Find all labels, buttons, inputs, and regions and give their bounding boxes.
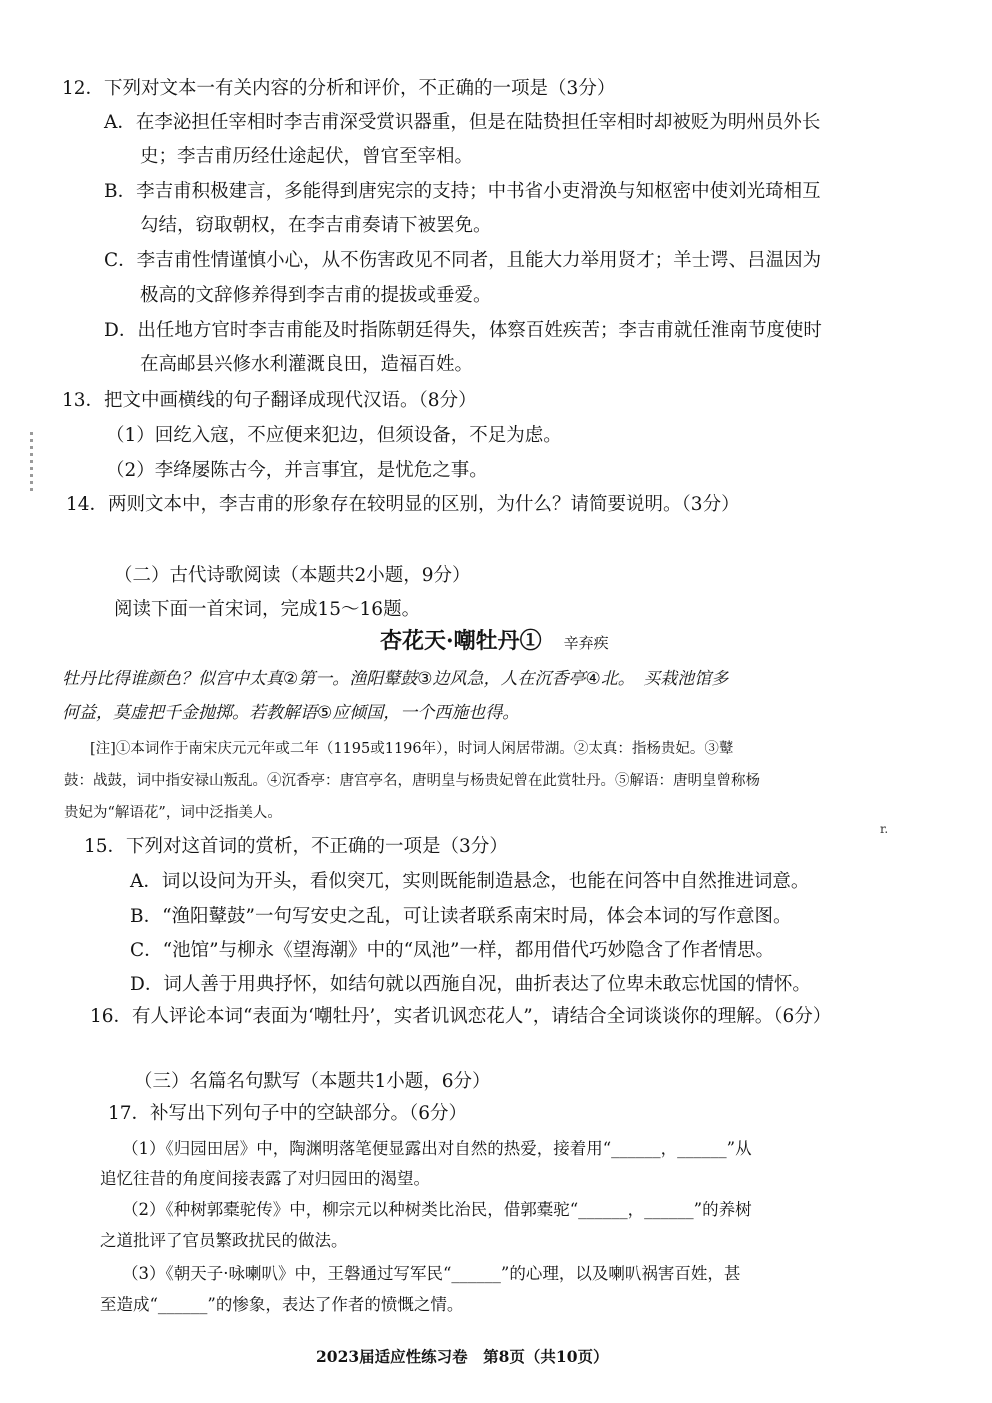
- poem-note-line-3: 贵妃为“解语花”，词中泛指美人。: [64, 805, 282, 821]
- q15-option-d: D．词人善于用典抒怀，如结句就以西施自况，曲折表达了位卑未敢忘忧国的情怀。: [130, 974, 811, 995]
- section2-heading: （二）古代诗歌阅读（本题共2小题，9分）: [114, 565, 471, 586]
- poem-title-row: [380, 628, 609, 656]
- q17-item-1-line2: 追忆往昔的角度间接表露了对归园田的渴望。: [100, 1169, 430, 1188]
- section2-instruction: 阅读下面一首宋词，完成15～16题。: [114, 599, 421, 620]
- q17-item-3-line2: 至造成“______”的惨象，表达了作者的愤慨之情。: [100, 1295, 464, 1314]
- q12-option-b-line2: 勾结，窃取朝权，在李吉甫奏请下被罢免。: [140, 215, 492, 236]
- q17-item-3-line1: （3）《朝天子·咏喇叭》中，王磐通过写军民“______”的心理，以及喇叭祸害百姓，甚: [122, 1264, 741, 1283]
- page-footer: 2023届适应性练习卷 第8页（共10页）: [316, 1347, 609, 1366]
- q12-option-c-line2: 极高的文辞修养得到李吉甫的提拔或垂爱。: [140, 285, 492, 306]
- poem-line-1: 牡丹比得谁颜色？似宫中太真②第一。渔阳鼙鼓③边风急，人在沉香亭④北。 买栽池馆多: [62, 669, 729, 689]
- scan-margin-dashes: [30, 432, 33, 492]
- scan-speck: r.: [880, 822, 889, 836]
- q15-stem: 15．下列对这首词的赏析，不正确的一项是（3分）: [84, 836, 508, 857]
- q12-stem: 12．下列对文本一有关内容的分析和评价，不正确的一项是（3分）: [62, 78, 616, 99]
- q12-option-a-line1: A．在李泌担任宰相时李吉甫深受赏识器重，但是在陆贽担任宰相时却被贬为明州员外长: [104, 112, 821, 133]
- q13-item-1: （1）回纥入寇，不应便来犯边，但须设备，不足为虑。: [106, 425, 562, 446]
- q13-item-2: （2）李绛屡陈古今，并言事宜，是忧危之事。: [106, 460, 488, 481]
- q12-option-c-line1: C．李吉甫性情谨慎小心，从不伤害政见不同者，且能大力举用贤才；羊士谔、吕温因为: [104, 250, 822, 271]
- q14-stem: 14．两则文本中，李吉甫的形象存在较明显的区别，为什么？请简要说明。（3分）: [66, 494, 740, 515]
- poem-line-2: 何益，莫虚把千金抛掷。若教解语⑤应倾国，一个西施也得。: [62, 703, 520, 723]
- q12-option-b-line1: B．李吉甫积极建言，多能得到唐宪宗的支持；中书省小吏滑涣与知枢密中使刘光琦相互: [104, 181, 821, 202]
- q17-stem: 17．补写出下列句子中的空缺部分。（6分）: [108, 1103, 468, 1124]
- q15-option-a: A．词以设问为开头，看似突兀，实则既能制造悬念，也能在问答中自然推进词意。: [130, 871, 810, 892]
- q12-option-a-line2: 史；李吉甫历经仕途起伏，曾官至宰相。: [140, 146, 474, 167]
- q17-item-2-line1: （2）《种树郭橐驼传》中，柳宗元以种树类比治民，借郭橐驼“______，______”的养树: [122, 1200, 752, 1219]
- q12-option-d-line2: 在高邮县兴修水利灌溉良田，造福百姓。: [140, 354, 474, 375]
- q15-option-c: C．“池馆”与柳永《望海潮》中的“凤池”一样，都用借代巧妙隐含了作者情思。: [130, 940, 774, 961]
- q16-stem: 16．有人评论本词“表面为‘嘲牡丹’，实者讥讽恋花人”，请结合全词谈谈你的理解。（6分）: [90, 1006, 832, 1027]
- q17-item-1-line1: （1）《归园田居》中，陶渊明落笔便显露出对自然的热爱，接着用“______，______”从: [122, 1139, 752, 1158]
- q17-item-2-line2: 之道批评了官员繁政扰民的做法。: [100, 1231, 348, 1250]
- q13-stem: 13．把文中画横线的句子翻译成现代汉语。（8分）: [62, 390, 477, 411]
- poem-author: 辛弃疾: [563, 634, 609, 652]
- poem-note-line-1: [注]①本词作于南宋庆元元年或二年（1195或1196年），时词人闲居带湖。②太真：指杨贵妃。③鼙: [90, 741, 734, 757]
- section3-heading: （三）名篇名句默写（本题共1小题，6分）: [134, 1071, 491, 1092]
- q12-option-d-line1: D．出任地方官时李吉甫能及时指陈朝廷得失，体察百姓疾苦；李吉甫就任淮南节度使时: [104, 320, 822, 341]
- poem-title: 杏花天·嘲牡丹①: [380, 628, 542, 654]
- q15-option-b: B．“渔阳鼙鼓”一句写安史之乱，可让读者联系南宋时局，体会本词的写作意图。: [130, 906, 792, 927]
- poem-note-line-2: 鼓：战鼓，词中指安禄山叛乱。④沉香亭：唐宫亭名，唐明皇与杨贵妃曾在此赏牡丹。⑤解语：唐明皇曾称杨: [64, 773, 760, 789]
